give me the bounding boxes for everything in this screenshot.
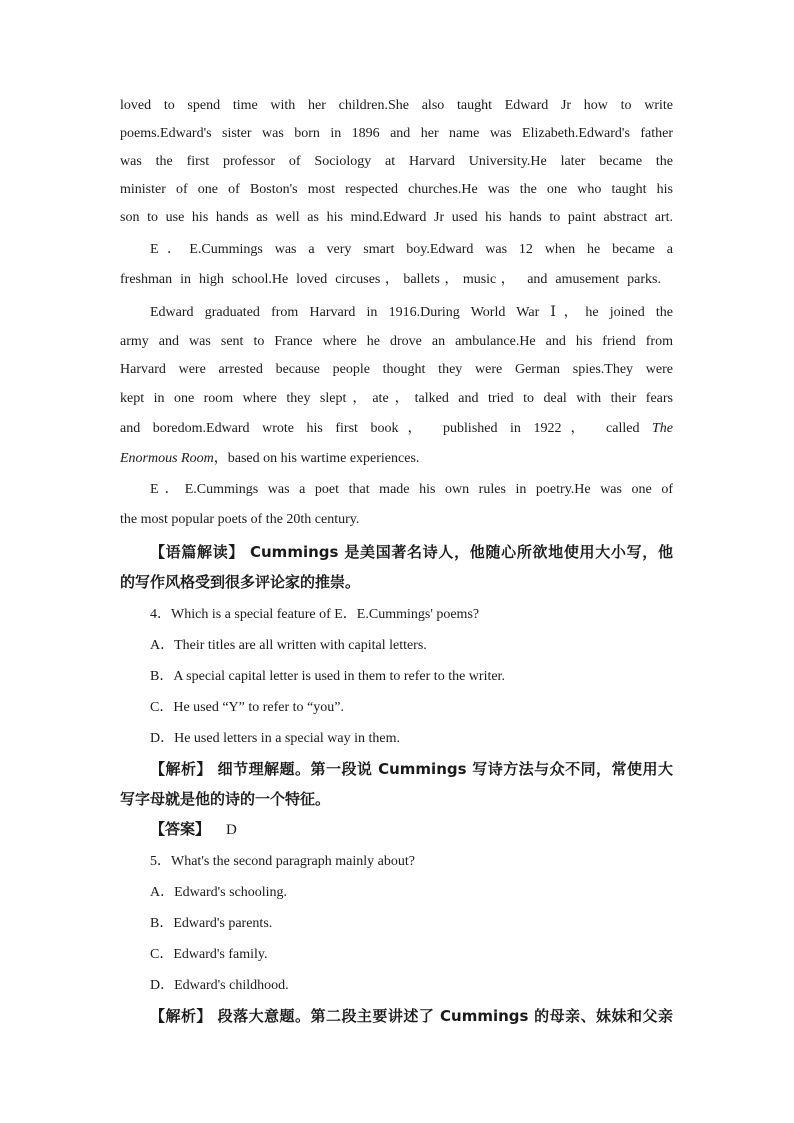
- interpretation-block: [120, 537, 673, 597]
- passage-paragraph-2: [120, 235, 673, 295]
- question-4: [120, 599, 673, 845]
- text-line: [120, 414, 673, 444]
- analysis-line: [120, 1001, 673, 1031]
- text-line: Edward graduated from Harvard in 1916.During World War Ⅰ，he joined the: [150, 305, 673, 320]
- option-a: A．Edward's schooling.: [150, 885, 288, 900]
- interpretation-line: [120, 537, 673, 567]
- answer-value: D: [226, 822, 237, 838]
- analysis-tag: 【解析】: [150, 1007, 212, 1025]
- text-line: son to use his hands as well as his mind.Edward Jr used his hands to paint abstract art.: [120, 210, 673, 225]
- text-line: E．E.Cummings was a poet that made his own rules in poetry.He was one of: [150, 482, 673, 497]
- text-line: army and was sent to France where he drove an ambulance.He and his friend from: [120, 334, 673, 349]
- analysis-line: 写字母就是他的诗的一个特征。: [120, 790, 331, 808]
- text-line: the most popular poets of the 20th century.: [120, 512, 360, 527]
- answer-line: [120, 814, 673, 845]
- text-line: loved to spend time with her children.She also taught Edward Jr how to write: [120, 98, 673, 113]
- passage-paragraph-4: [120, 475, 673, 535]
- text-line: [120, 444, 673, 474]
- text-line: kept in one room where they slept，ate，talked and tried to deal with their fears: [120, 391, 673, 406]
- text-segment: ，based on his wartime experiences.: [213, 451, 420, 466]
- book-title-start: The: [652, 421, 674, 436]
- book-title-end: Enormous Room: [120, 451, 214, 466]
- text-line: freshman in high school.He loved circuses，ballets，music， and amusement parks.: [120, 272, 661, 287]
- analysis-tag: 【解析】: [150, 760, 212, 778]
- question-5: [120, 846, 673, 1031]
- analysis-line: [120, 754, 673, 784]
- interpretation-tag: 【语篇解读】: [150, 543, 245, 561]
- text-line: was the first professor of Sociology at Harvard University.He later became the: [120, 154, 673, 169]
- question-text: 4．Which is a special feature of E．E.Cummings' poems?: [150, 607, 480, 622]
- option-c: C．He used “Y” to refer to “you”.: [150, 700, 344, 715]
- interpretation-line: 的写作风格受到很多评论家的推崇。: [120, 573, 361, 591]
- question-text: 5．What's the second paragraph mainly about?: [150, 854, 415, 869]
- passage-paragraph-1: [120, 92, 673, 232]
- text-line: minister of one of Boston's most respected churches.He was the one who taught his: [120, 182, 673, 197]
- interpretation-text: Cummings 是美国著名诗人，他随心所欲地使用大小写，他: [250, 543, 673, 561]
- text-segment: and boredom.Edward wrote his first book， published in 1922， called: [120, 421, 640, 436]
- text-line: poems.Edward's sister was born in 1896 and her name was Elizabeth.Edward's father: [120, 126, 673, 141]
- option-b: B．Edward's parents.: [150, 916, 273, 931]
- option-d: D．He used letters in a special way in them.: [150, 731, 400, 746]
- analysis-text: 细节理解题。第一段说 Cummings 写诗方法与众不同，常使用大: [217, 760, 673, 778]
- document-content: [120, 92, 673, 1031]
- option-a: A．Their titles are all written with capital letters.: [150, 638, 427, 653]
- analysis-text: 段落大意题。第二段主要讲述了 Cummings 的母亲、妹妹和父亲: [217, 1007, 673, 1025]
- text-line: E．E.Cummings was a very smart boy.Edward was 12 when he became a: [150, 242, 673, 257]
- passage-paragraph-3: [120, 298, 673, 474]
- option-b: B．A special capital letter is used in them to refer to the writer.: [150, 669, 505, 684]
- text-line: Harvard were arrested because people thought they were German spies.They were: [120, 362, 673, 377]
- option-d: D．Edward's childhood.: [150, 978, 289, 993]
- option-c: C．Edward's family.: [150, 947, 268, 962]
- answer-tag: 【答案】: [150, 820, 211, 838]
